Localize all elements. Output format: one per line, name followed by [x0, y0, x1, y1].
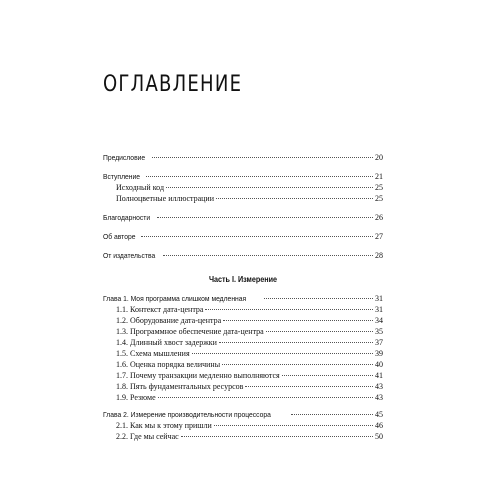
dot-leader: [219, 342, 373, 343]
dot-leader: [163, 255, 373, 256]
toc-entry-page: 26: [375, 213, 383, 222]
dot-leader: [166, 187, 373, 188]
dot-leader: [181, 436, 373, 437]
toc-entry-page: 25: [375, 183, 383, 192]
toc-entry-label: 1.3. Программное обеспечение дата-центра: [116, 327, 264, 336]
toc-entry-page: 40: [375, 360, 383, 369]
toc-entry-page: 27: [375, 232, 383, 241]
toc-entry-page: 39: [375, 349, 383, 358]
toc-entry-section[interactable]: [103, 370, 383, 381]
dot-leader: [222, 364, 373, 365]
toc-entry-from-publisher[interactable]: [103, 250, 383, 261]
page-title: ОГЛАВЛЕНИЕ: [103, 72, 243, 97]
toc-entry-page: 46: [375, 421, 383, 430]
toc-entry-section[interactable]: [103, 304, 383, 315]
dot-leader: [291, 414, 373, 415]
toc-entry-page: 37: [375, 338, 383, 347]
toc-entry-section[interactable]: [103, 381, 383, 392]
toc-entry-label: 1.9. Резюме: [116, 393, 156, 402]
toc-entry-label: 1.6. Оценка порядка величины: [116, 360, 221, 369]
toc-entry-source-code[interactable]: [103, 182, 383, 193]
dot-leader: [214, 425, 373, 426]
part-heading: Часть I. Измерение: [208, 275, 278, 284]
toc-entry-label: 1.1. Контекст дата-центра: [116, 305, 204, 314]
dot-leader: [282, 375, 373, 376]
toc-entry-page: 45: [375, 410, 383, 419]
dot-leader: [245, 386, 373, 387]
toc-entry-label: 1.8. Пять фундаментальных ресурсов: [116, 382, 244, 391]
toc-entry-section[interactable]: [103, 359, 383, 370]
toc-entry-section[interactable]: [103, 326, 383, 337]
toc-entry-section[interactable]: [103, 420, 383, 431]
toc-entry-page: 21: [375, 172, 383, 181]
toc-entry-label: 2.1. Как мы к этому пришли: [116, 421, 212, 430]
toc-entry-label: Полноцветные иллюстрации: [116, 194, 214, 203]
dot-leader: [264, 298, 373, 299]
dot-leader: [192, 353, 373, 354]
toc-entry-label: Глава 1. Моя программа слишком медленная: [103, 294, 247, 303]
toc-entry-section[interactable]: [103, 392, 383, 403]
toc-entry-label: Глава 2. Измерение производительности процессора: [103, 410, 271, 419]
toc-entry-page: 41: [375, 371, 383, 380]
toc-entry-page: 31: [375, 294, 383, 303]
toc-entry-preface[interactable]: [103, 152, 383, 163]
toc-entry-page: 50: [375, 432, 383, 441]
toc-entry-section[interactable]: [103, 337, 383, 348]
dot-leader: [205, 309, 373, 310]
toc-entry-label: Благодарности: [103, 213, 151, 222]
toc-entry-label: От издательства: [103, 251, 156, 260]
toc-entry-label: 1.7. Почему транзакции медленно выполняются: [116, 371, 280, 380]
dot-leader: [152, 157, 373, 158]
toc-entry-page: 25: [375, 194, 383, 203]
toc-entry-label: 2.2. Где мы сейчас: [116, 432, 179, 441]
toc-entry-acknowledgements[interactable]: [103, 212, 383, 223]
table-of-contents: [103, 152, 383, 442]
toc-entry-section[interactable]: [103, 431, 383, 442]
toc-entry-chapter-1[interactable]: [103, 293, 383, 304]
toc-entry-page: 20: [375, 153, 383, 162]
toc-entry-chapter-2[interactable]: [103, 409, 383, 420]
toc-entry-section[interactable]: [103, 315, 383, 326]
toc-entry-label: Исходный код: [116, 183, 165, 192]
dot-leader: [158, 397, 373, 398]
dot-leader: [266, 331, 373, 332]
toc-entry-page: 28: [375, 251, 383, 260]
dot-leader: [216, 198, 373, 199]
toc-entry-introduction[interactable]: [103, 171, 383, 182]
toc-entry-page: 35: [375, 327, 383, 336]
dot-leader: [223, 320, 373, 321]
toc-entry-label: 1.2. Оборудование дата-центра: [116, 316, 222, 325]
dot-leader: [157, 217, 373, 218]
toc-entry-label: Об авторе: [103, 232, 136, 241]
toc-entry-color-illustrations[interactable]: [103, 193, 383, 204]
toc-entry-page: 31: [375, 305, 383, 314]
toc-entry-label: 1.5. Схема мышления: [116, 349, 190, 358]
toc-entry-label: 1.4. Длинный хвост задержки: [116, 338, 217, 347]
toc-entry-about-author[interactable]: [103, 231, 383, 242]
toc-entry-label: Вступление: [103, 172, 141, 181]
toc-entry-section[interactable]: [103, 348, 383, 359]
toc-entry-label: Предисловие: [103, 153, 146, 162]
toc-entry-page: 34: [375, 316, 383, 325]
dot-leader: [146, 176, 373, 177]
toc-entry-page: 43: [375, 382, 383, 391]
toc-entry-page: 43: [375, 393, 383, 402]
dot-leader: [141, 236, 373, 237]
